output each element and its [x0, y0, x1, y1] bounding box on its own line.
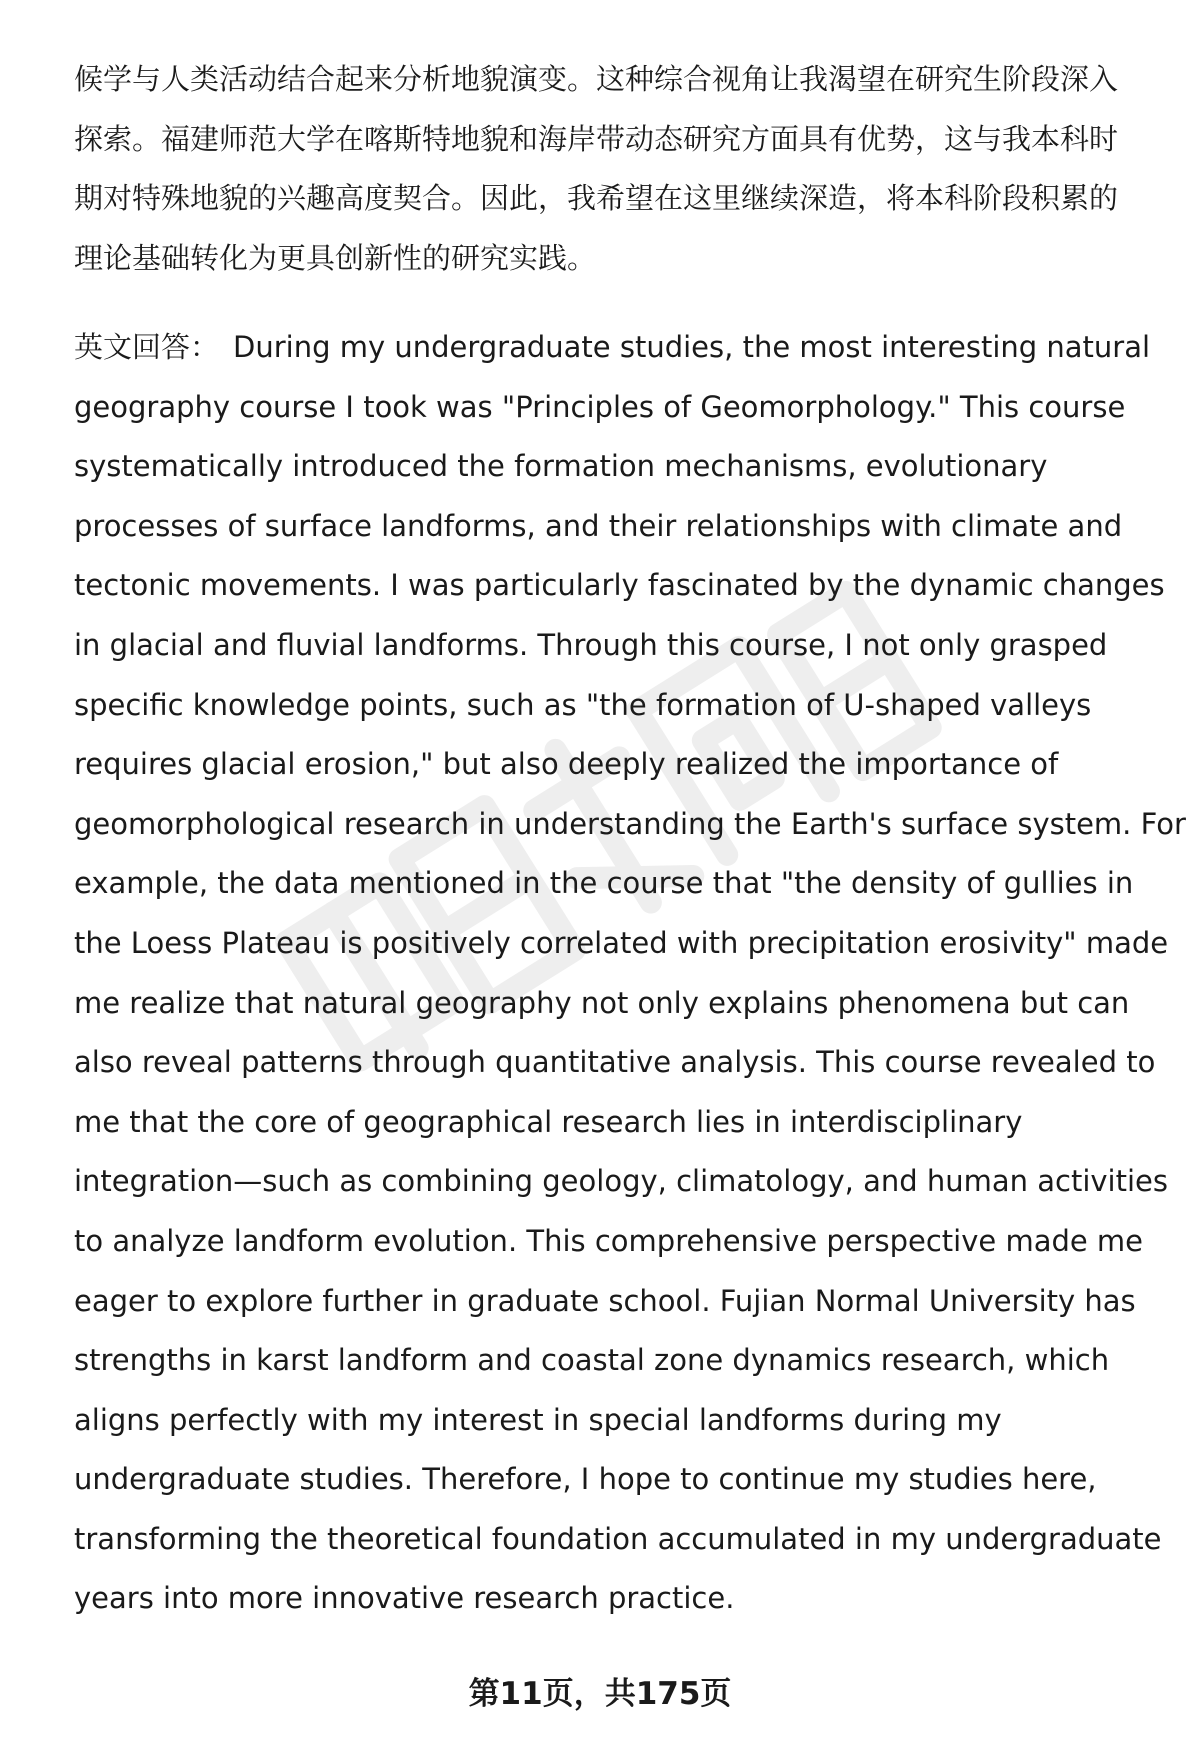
english-line: tectonic movements. I was particularly fascinated by the dynamic changes — [74, 568, 1165, 603]
page-number: 第11页，共175页 — [468, 1676, 732, 1712]
english-line: geomorphological research in understanding the Earth's surface system. For — [74, 806, 1186, 841]
english-answer-label: 英文回答： — [74, 330, 220, 364]
english-line: example, the data mentioned in the course that "the density of gullies in — [74, 866, 1134, 901]
english-line: During my undergraduate studies, the most interesting natural — [233, 330, 1151, 364]
english-line: also reveal patterns through quantitative analysis. This course revealed to — [74, 1045, 1156, 1080]
english-line: me that the core of geographical research lies in interdisciplinary — [74, 1104, 1023, 1139]
english-line: geography course I took was "Principles of Geomorphology." This course — [74, 389, 1126, 424]
chinese-paragraph — [74, 50, 1164, 288]
english-line: requires glacial erosion," but also deeply realized the importance of — [74, 747, 1059, 782]
english-line: the Loess Plateau is positively correlated with precipitation erosivity" made — [74, 925, 1169, 960]
english-first-line — [74, 318, 1164, 378]
english-line: systematically introduced the formation mechanisms, evolutionary — [74, 449, 1048, 484]
english-line: years into more innovative research practice. — [74, 1581, 735, 1616]
english-line: specific knowledge points, such as "the formation of U-shaped valleys — [74, 687, 1092, 722]
english-line: strengths in karst landform and coastal zone dynamics research, which — [74, 1343, 1110, 1378]
english-line: me realize that natural geography not only explains phenomena but can — [74, 985, 1130, 1020]
english-line: eager to explore further in graduate school. Fujian Normal University has — [74, 1283, 1136, 1318]
english-line: transforming the theoretical foundation accumulated in my undergraduate — [74, 1521, 1162, 1556]
english-answer-paragraph — [74, 318, 1186, 1629]
english-line: integration—such as combining geology, climatology, and human activities — [74, 1164, 1168, 1199]
english-line: aligns perfectly with my interest in special landforms during my — [74, 1402, 1002, 1437]
english-line: in glacial and fluvial landforms. Through this course, I not only grasped — [74, 627, 1108, 662]
english-line: to analyze landform evolution. This comprehensive perspective made me — [74, 1223, 1144, 1258]
chinese-line: 探索。福建师范大学在喀斯特地貌和海岸带动态研究方面具有优势，这与我本科时 — [74, 121, 1119, 156]
chinese-line: 期对特殊地貌的兴趣高度契合。因此，我希望在这里继续深造，将本科阶段积累的 — [74, 181, 1119, 215]
english-line: processes of surface landforms, and their relationships with climate and — [74, 508, 1123, 543]
chinese-line: 候学与人类活动结合起来分析地貌演变。这种综合视角让我渴望在研究生阶段深入 — [74, 62, 1119, 96]
chinese-line: 理论基础转化为更具创新性的研究实践。 — [74, 240, 597, 275]
english-line: undergraduate studies. Therefore, I hope to continue my studies here, — [74, 1462, 1097, 1497]
